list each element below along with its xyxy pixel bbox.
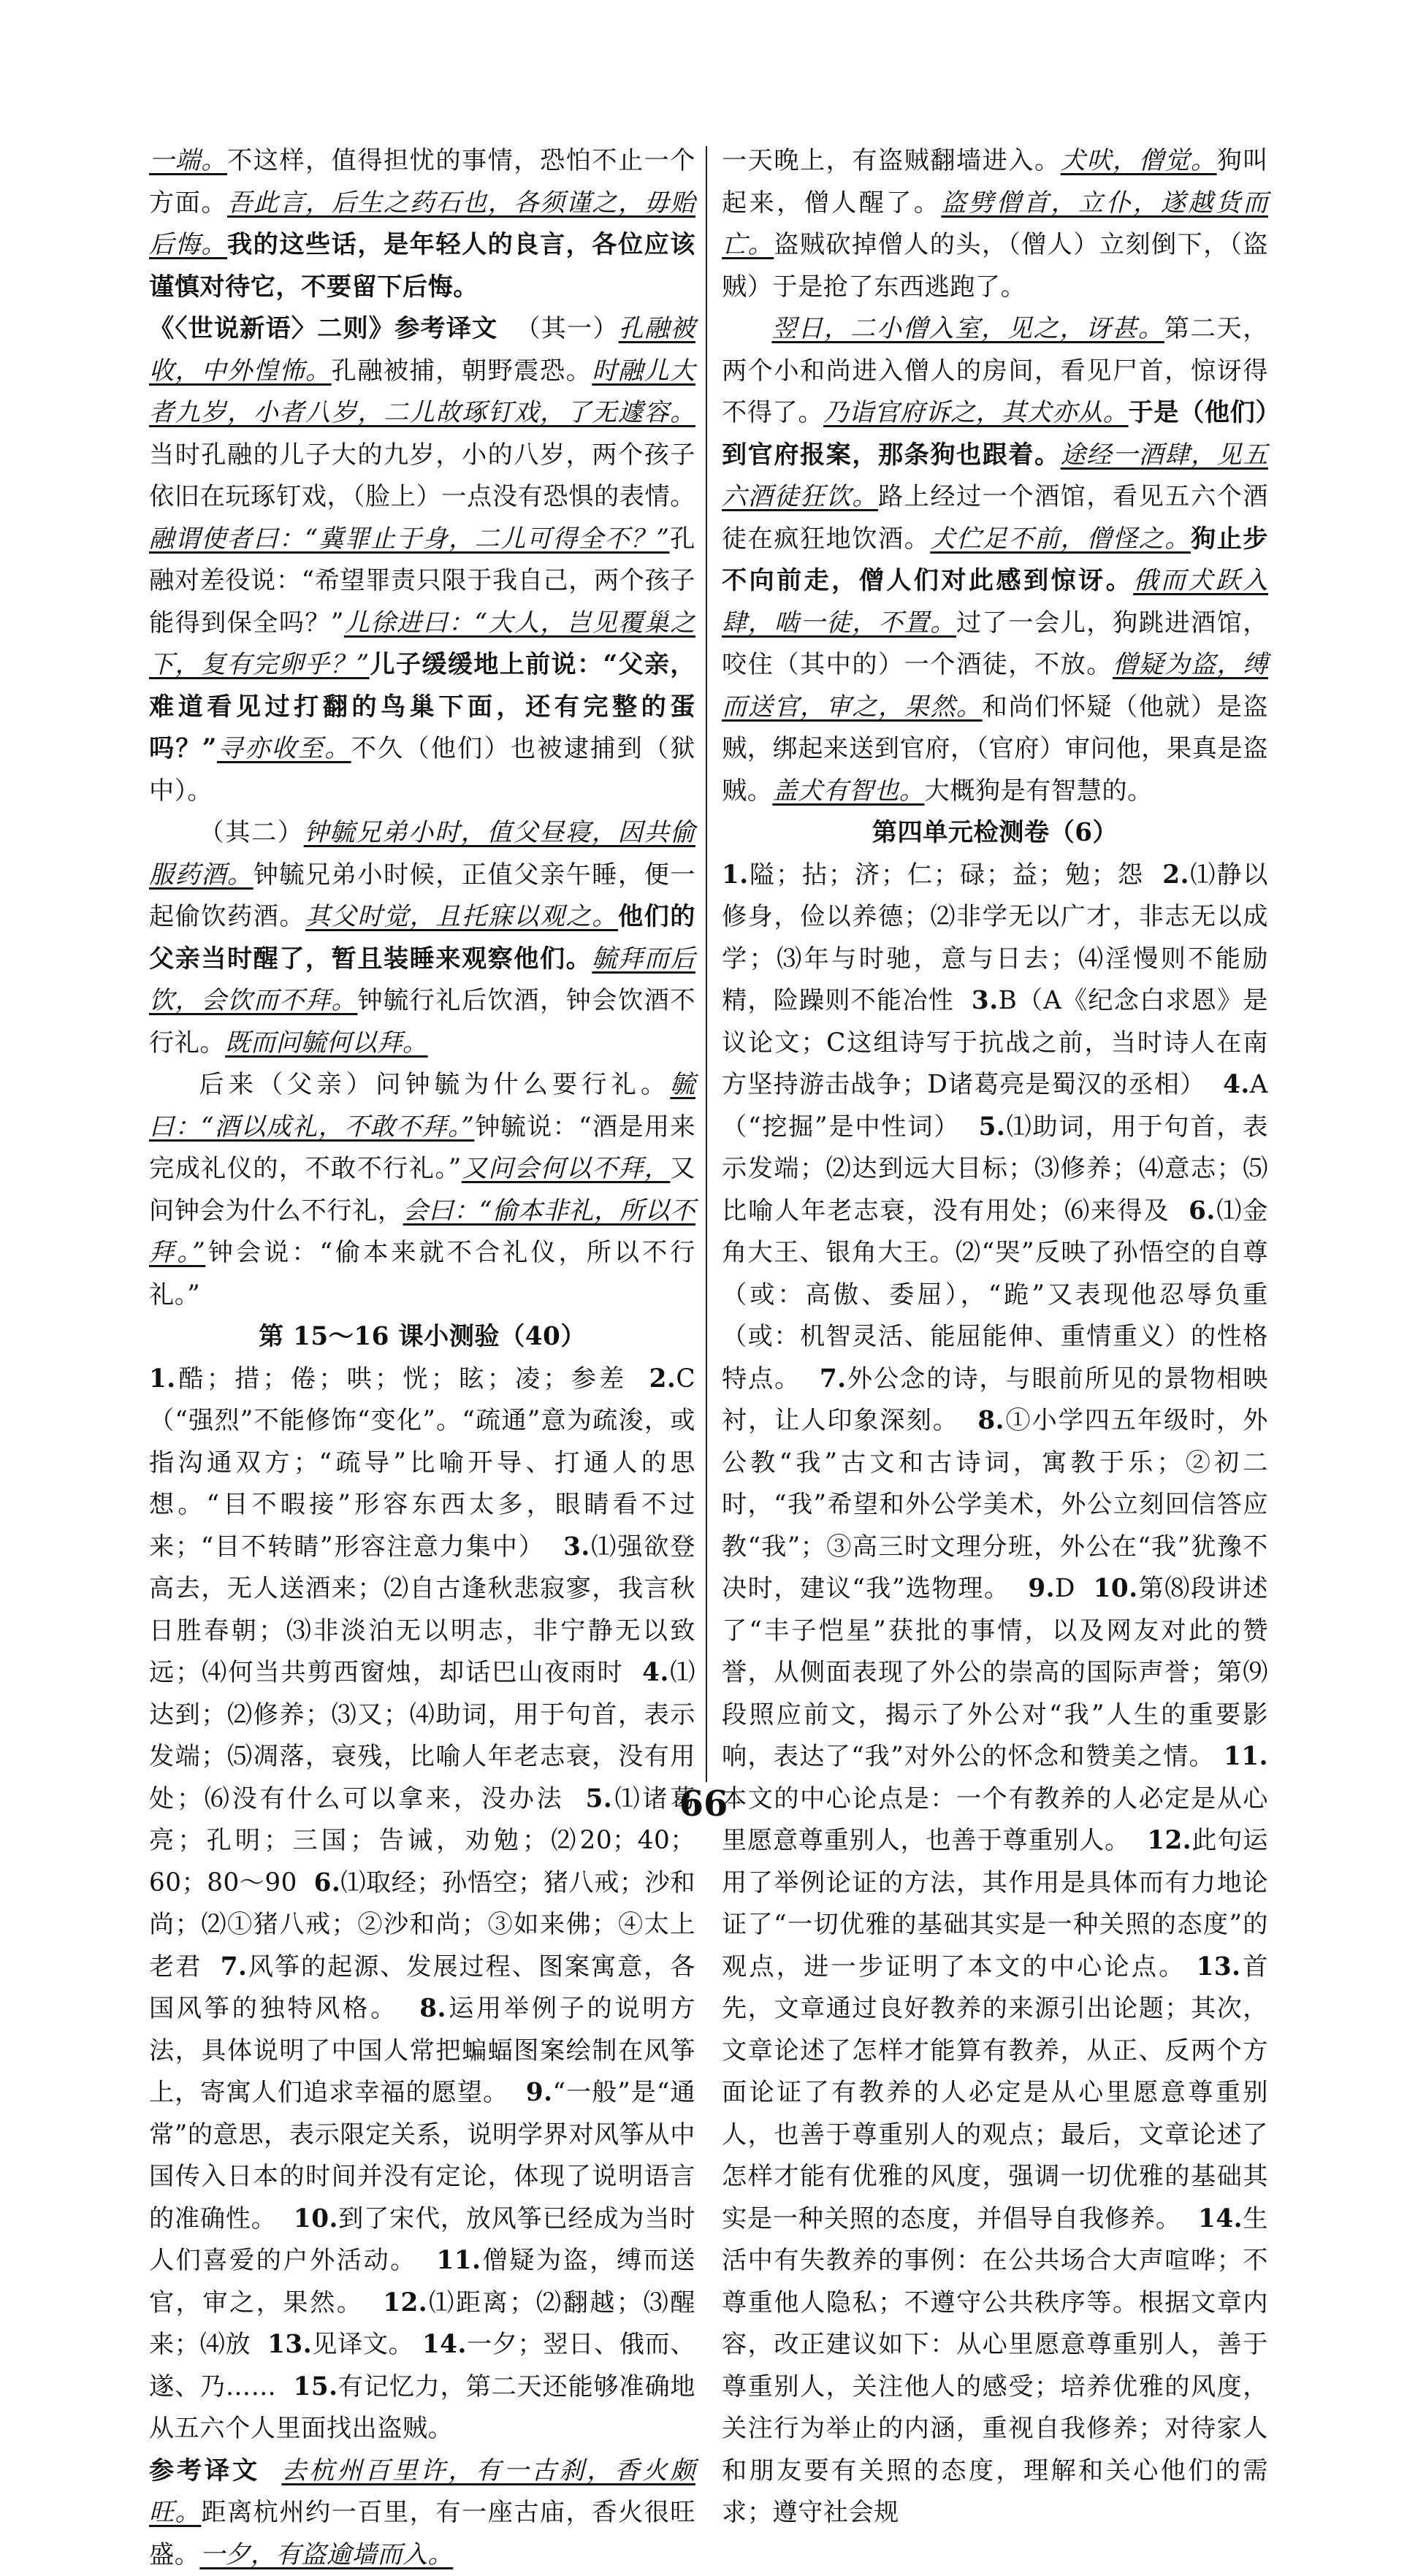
column-divider [706,146,707,1782]
right-column [722,140,1268,2534]
page-number: 66 [0,1782,1407,1826]
right-paragraph-1: 一天晚上，有盗贼翻墙进入。犬吠，僧觉。狗叫起来，僧人醒了。盗劈僧首，立仆，遂越货而亡。盗贼砍掉僧人的头，（僧人）立刻倒下，（盗贼）于是抢了东西逃跑了。 [722,140,1268,308]
left-paragraph-4: 后来（父亲）问钟毓为什么要行礼。毓曰：“酒以成礼，不敢不拜。”钟毓说：“酒是用来完成礼仪的，不敢不行礼。”又问会何以不拜，又问钟会为什么不行礼，会曰：“偷本非礼，所以不拜。”钟会说：“偷本来就不合礼仪，所以不行礼。” [149,1064,695,1316]
quiz-15-16-answers: 1.酷；措；倦；哄；恍；眩；凌；参差 2.C（“强烈”不能修饰“变化”。“疏通”意为疏浚，或指沟通双方；“疏导”比喻开导、打通人的思想。“目不暇接”形容东西太多，眼睛看不过来；“目不转睛”形容注意力集中） 3.⑴强欲登高去，无人送酒来；⑵自古逢秋悲寂寥，我言秋日胜春朝；⑶非淡泊无以明志，非宁静无以致远；⑷何当共剪西窗烛，却话巴山夜雨时 4.⑴达到；⑵修养；⑶又；⑷助词，用于句首，表示发端；⑸凋落，衰残，比喻人年老志衰，没有用处；⑹没有什么可以拿来，没办法 5.⑴诸葛亮；孔明；三国；告诫，劝勉；⑵20；40；60；80～90 6.⑴取经；孙悟空；猪八戒；沙和尚；⑵①猪八戒；②沙和尚；③如来佛；④太上老君 7.风筝的起源、发展过程、图案寓意，各国风筝的独特风格。 8.运用举例子的说明方法，具体说明了中国人常把蝙蝠图案绘制在风筝上，寄寓人们追求幸福的愿望。 9.“一般”是“通常”的意思，表示限定关系，说明学界对风筝从中国传入日本的时间并没有定论，体现了说明语言的准确性。 10.到了宋代，放风筝已经成为当时人们喜爱的户外活动。 11.僧疑为盗，缚而送官，审之，果然。 12.⑴距离；⑵翻越；⑶醒来；⑷放 13.见译文。 14.一夕；翌日、俄而、遂、乃…… 15.有记忆力，第二天还能够准确地从五六个人里面找出盗贼。 [149,1358,695,2450]
left-paragraph-translation: 参考译文 去杭州百里许，有一古刹，香火颇旺。距离杭州约一百里，有一座古庙，香火很旺盛。一夕，有盗逾墙而入。 [149,2450,695,2576]
left-paragraph-1: 一端。不这样，值得担忧的事情，恐怕不止一个方面。吾此言，后生之药石也，各须谨之，毋贻后悔。我的这些话，是年轻人的良言，各位应该谨慎对待它，不要留下后悔。 [149,140,695,308]
section-heading-quiz-15-16: 第 15～16 课小测验（40） [149,1316,695,1358]
left-paragraph-2: 《〈世说新语〉二则》参考译文 （其一）孔融被收，中外惶怖。孔融被捕，朝野震恐。时融儿大者九岁，小者八岁，二儿故琢钉戏，了无遽容。当时孔融的儿子大的九岁，小的八岁，两个孩子依旧在玩琢钉戏，（脸上）一点没有恐惧的表情。融谓使者曰：“冀罪止于身，二儿可得全不？”孔融对差役说：“希望罪责只限于我自己，两个孩子能得到保全吗？”儿徐进曰：“大人，岂见覆巢之下，复有完卵乎？”儿子缓缓地上前说：“父亲，难道看见过打翻的鸟巢下面，还有完整的蛋吗？”寻亦收至。不久（他们）也被逮捕到（狱中）。 [149,308,695,812]
section-heading-unit-4-test: 第四单元检测卷（6） [722,812,1268,855]
left-column [149,140,695,2576]
left-paragraph-3: （其二）钟毓兄弟小时，值父昼寝，因共偷服药酒。钟毓兄弟小时候，正值父亲午睡，便一起偷饮药酒。其父时觉，且托寐以观之。他们的父亲当时醒了，暂且装睡来观察他们。毓拜而后饮，会饮而不拜。钟毓行礼后饮酒，钟会饮酒不行礼。既而问毓何以拜。 [149,812,695,1064]
right-paragraph-2: 翌日，二小僧入室，见之，讶甚。第二天，两个小和尚进入僧人的房间，看见尸首，惊讶得不得了。乃诣官府诉之，其犬亦从。于是（他们）到官府报案，那条狗也跟着。途经一酒肆，见五六酒徒狂饮。路上经过一个酒馆，看见五六个酒徒在疯狂地饮酒。犬伫足不前，僧怪之。狗止步不向前走，僧人们对此感到惊讶。俄而犬跃入肆，啮一徒，不置。过了一会儿，狗跳进酒馆，咬住（其中的）一个酒徒，不放。僧疑为盗，缚而送官，审之，果然。和尚们怀疑（他就）是盗贼，绑起来送到官府，（官府）审问他，果真是盗贼。盖犬有智也。大概狗是有智慧的。 [722,308,1268,812]
unit-4-test-answers: 1.隘；拈；济；仁；碌；益；勉；怨 2.⑴静以修身，俭以养德；⑵非学无以广才，非志无以成学；⑶年与时驰，意与日去；⑷淫慢则不能励精，险躁则不能冶性 3.B（A《纪念白求恩》是议论文；C这组诗写于抗战之前，当时诗人在南方坚持游击战争；D诸葛亮是蜀汉的丞相） 4.A（“挖掘”是中性词） 5.⑴助词，用于句首，表示发端；⑵达到远大目标；⑶修养；⑷意志；⑸比喻人年老志衰，没有用处；⑹来得及 6.⑴金角大王、银角大王。⑵“哭”反映了孙悟空的自尊（或：高傲、委屈），“跪”又表现他忍辱负重（或：机智灵活、能屈能伸、重情重义）的性格特点。 7.外公念的诗，与眼前所见的景物相映衬，让人印象深刻。 8.①小学四五年级时，外公教“我”古文和古诗词，寓教于乐；②初二时，“我”希望和外公学美术，外公立刻回信答应教“我”；③高三时文理分班，外公在“我”犹豫不决时，建议“我”选物理。 9.D 10.第⑻段讲述了“丰子恺星”获批的事情，以及网友对此的赞誉，从侧面表现了外公的崇高的国际声誉；第⑼段照应前文，揭示了外公对“我”人生的重要影响，表达了“我”对外公的怀念和赞美之情。 11.本文的中心论点是：一个有教养的人必定是从心里愿意尊重别人，也善于尊重别人。 12.此句运用了举例论证的方法，其作用是具体而有力地论证了“一切优雅的基础其实是一种关照的态度”的观点，进一步证明了本文的中心论点。 13.首先，文章通过良好教养的来源引出论题；其次，文章论述了怎样才能算有教养，从正、反两个方面论证了有教养的人必定是从心里愿意尊重别人，也善于尊重别人的观点；最后，文章论述了怎样才能有优雅的风度，强调一切优雅的基础其实是一种关照的态度，并倡导自我修养。 14.生活中有失教养的事例：在公共场合大声喧哗；不尊重他人隐私；不遵守公共秩序等。根据文章内容，改正建议如下：从心里愿意尊重别人，善于尊重别人，关注他人的感受；培养优雅的风度，关注行为举止的内涵，重视自我修养；对待家人和朋友要有关照的态度，理解和关心他们的需求；遵守社会规 [722,855,1268,2534]
